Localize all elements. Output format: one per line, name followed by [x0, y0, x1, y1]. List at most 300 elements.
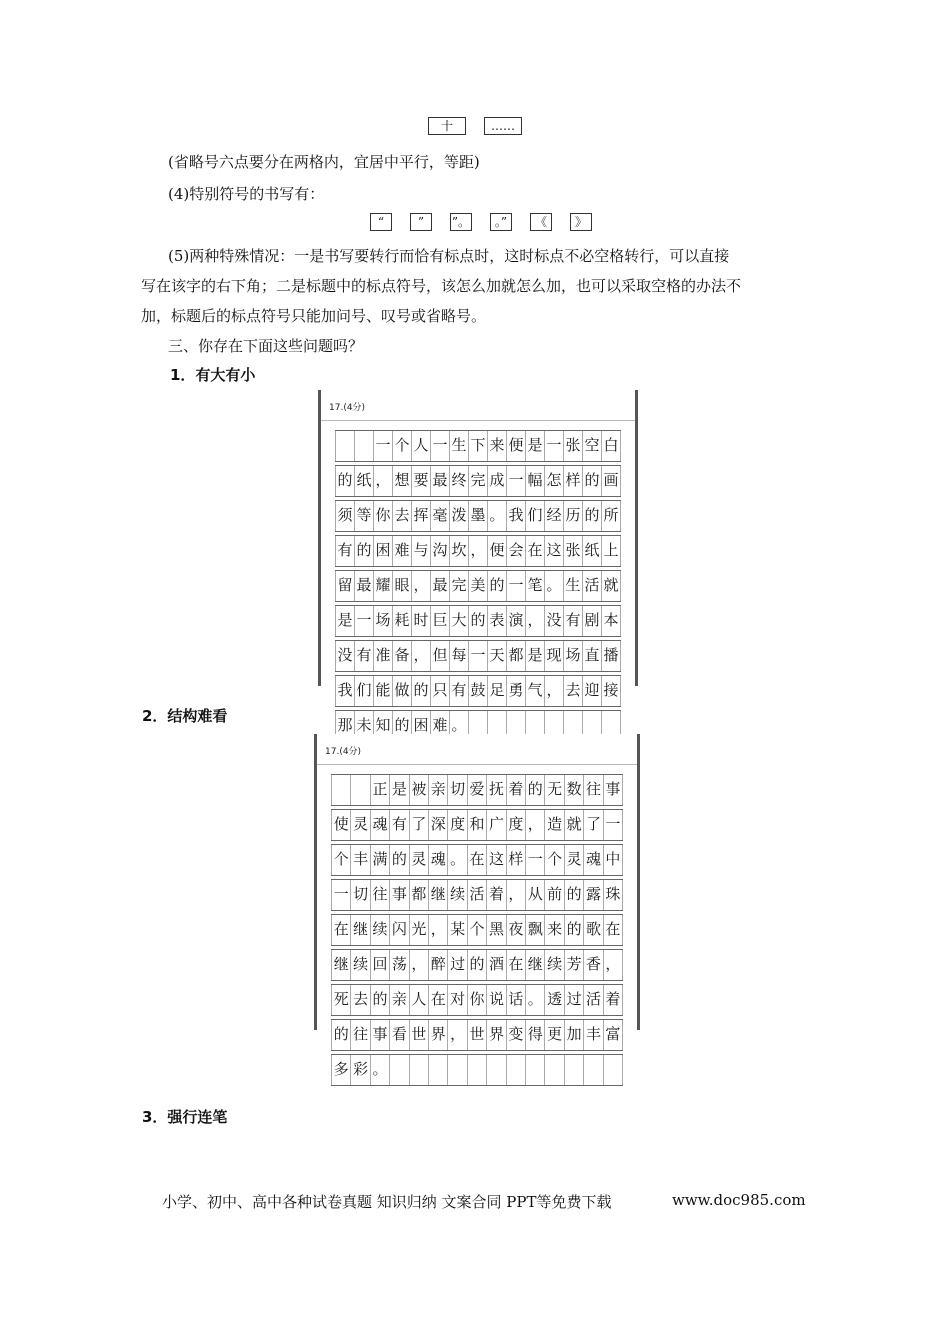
symbol-open-quote: “	[377, 215, 385, 229]
grid-cell: 个	[331, 845, 351, 875]
grid-cell: 个	[393, 431, 412, 461]
grid-cell: 在	[526, 536, 545, 566]
grid-cell: 是	[526, 431, 545, 461]
grid-cell: 们	[355, 676, 374, 706]
ellipsis-box-cross-text: 十	[440, 119, 453, 133]
grid-cell: ，	[469, 536, 488, 566]
grid-cell: 着	[487, 880, 506, 910]
grid-cell: 活	[584, 985, 603, 1015]
grid-cell: 使	[331, 810, 351, 840]
grid-cell: 的	[488, 571, 507, 601]
ellipsis-box-cross	[428, 117, 466, 135]
grid-cell: ，	[429, 915, 448, 945]
grid-cell: 的	[412, 676, 431, 706]
grid-cell: 生	[564, 571, 583, 601]
footer-text: 小学、初中、高中各种试卷真题 知识归纳 文案合同 PPT等免费下载	[162, 1193, 612, 1211]
grid-cell: 困	[374, 536, 393, 566]
grid-cell: 的	[331, 1020, 351, 1050]
grid-row	[335, 675, 621, 707]
grid-row	[335, 465, 621, 497]
grid-cell: 只	[431, 676, 450, 706]
grid-cell: 便	[488, 536, 507, 566]
grid-cell: 更	[545, 1020, 564, 1050]
ellipsis-box-dots	[484, 117, 522, 135]
grid-cell: 未	[355, 711, 374, 741]
grid-cell: 在	[468, 845, 487, 875]
grid-cell: ，	[410, 950, 429, 980]
grid-cell: 某	[448, 915, 467, 945]
grid-cell: 事	[604, 775, 623, 805]
grid-cell: 挥	[412, 501, 431, 531]
grid-cell: 要	[412, 466, 431, 496]
grid-cell: 大	[450, 606, 469, 636]
grid-cell: 个	[545, 845, 564, 875]
symbol-period-quote: 。”	[494, 215, 508, 229]
grid-cell: 我	[335, 676, 355, 706]
grid-cell: 芳	[565, 950, 584, 980]
grid-cell: 等	[355, 501, 374, 531]
grid-cell: 一	[507, 466, 526, 496]
grid-cell: 坎	[450, 536, 469, 566]
grid-cell	[468, 1055, 487, 1085]
grid-cell: 备	[393, 641, 412, 671]
grid-row	[331, 1019, 623, 1051]
grid-cell: 墨	[469, 501, 488, 531]
grid-cell	[390, 1055, 409, 1085]
grid-cell: 笔	[526, 571, 545, 601]
grid-cell: 一	[331, 880, 351, 910]
grid-row	[331, 914, 623, 946]
grid-cell: 终	[450, 466, 469, 496]
grid-cell: 着	[604, 985, 623, 1015]
grid-cell: 事	[390, 880, 409, 910]
grid-cell: 困	[412, 711, 431, 741]
ellipsis-box-dots-text: ……	[491, 119, 515, 133]
grid-cell: 荡	[390, 950, 409, 980]
grid-cell: 和	[468, 810, 487, 840]
symbol-box-open-quote	[370, 213, 392, 231]
grid-cell: 这	[487, 845, 506, 875]
grid-cell	[604, 1055, 623, 1085]
grid-cell: 本	[602, 606, 621, 636]
grid-cell: 那	[335, 711, 355, 741]
grid-cell: 是	[335, 606, 355, 636]
grid-cell: 样	[507, 845, 526, 875]
grid-cell: 过	[565, 985, 584, 1015]
grid-cell: 便	[507, 431, 526, 461]
grid-cell: 造	[545, 810, 564, 840]
grid-cell: 最	[355, 571, 374, 601]
grid-cell: 来	[545, 915, 564, 945]
grid-cell: 回	[371, 950, 390, 980]
grid-cell: 的	[335, 466, 355, 496]
grid-cell: 续	[545, 950, 564, 980]
item-2-title: 2．结构难看	[142, 707, 228, 725]
grid-cell: 无	[545, 775, 564, 805]
grid-cell: 的	[355, 536, 374, 566]
grid-cell: 。	[488, 501, 507, 531]
grid-cell: 人	[410, 985, 429, 1015]
grid-cell: 续	[351, 950, 370, 980]
grid-cell: 能	[374, 676, 393, 706]
grid-cell: 死	[331, 985, 351, 1015]
grid-cell: 多	[331, 1055, 351, 1085]
grid-cell: 在	[507, 950, 526, 980]
grid-cell: 鼓	[469, 676, 488, 706]
grid-cell: 。	[545, 571, 564, 601]
grid-cell: 对	[448, 985, 467, 1015]
grid-cell: 去	[564, 676, 583, 706]
grid-cell: 画	[602, 466, 621, 496]
grid-cell: 的	[565, 915, 584, 945]
paragraph-special-symbols: (4)特别符号的书写有：	[168, 185, 325, 203]
grid-cell: 数	[565, 775, 584, 805]
grid-cell: 续	[371, 915, 390, 945]
grid-row	[331, 1054, 623, 1086]
grid-cell: 。	[526, 985, 545, 1015]
grid-cell: 夜	[507, 915, 526, 945]
grid-cell: 空	[583, 431, 602, 461]
grid-cell: 的	[468, 950, 487, 980]
symbol-close-title: 》	[574, 215, 587, 229]
grid-row	[331, 809, 623, 841]
grid-row	[331, 774, 623, 806]
grid-cell: 天	[488, 641, 507, 671]
grid-cell	[351, 775, 370, 805]
grid-cell: 有	[564, 606, 583, 636]
grid-cell: 完	[469, 466, 488, 496]
grid-cell: 加	[565, 1020, 584, 1050]
grid-cell: 歌	[584, 915, 603, 945]
grid-cell: 的	[393, 711, 412, 741]
grid-cell: 了	[410, 810, 429, 840]
grid-cell: 魂	[371, 810, 390, 840]
grid-cell: 珠	[604, 880, 623, 910]
grid-cell: 黑	[487, 915, 506, 945]
grid-cell: 变	[507, 1020, 526, 1050]
grid-cell: 看	[390, 1020, 409, 1050]
grid-row	[335, 570, 621, 602]
paragraph-5-line-3: 加，标题后的标点符号只能加问号、叹号或省略号。	[141, 307, 487, 325]
grid-cell: 去	[393, 501, 412, 531]
grid-cell	[565, 1055, 584, 1085]
grid-cell: 现	[545, 641, 564, 671]
grid-cell: 都	[507, 641, 526, 671]
grid-cell: 往	[351, 1020, 370, 1050]
grid-cell: 继	[331, 950, 351, 980]
item-1-title: 1．有大有小	[170, 366, 256, 384]
grid-cell: 灵	[565, 845, 584, 875]
grid-cell: 话	[507, 985, 526, 1015]
footer-url[interactable]: www.doc985.com	[672, 1191, 806, 1209]
sheet-2-grid	[331, 774, 623, 1089]
grid-cell: 事	[371, 1020, 390, 1050]
grid-cell: 香	[584, 950, 603, 980]
grid-cell: 场	[374, 606, 393, 636]
grid-cell: 活	[583, 571, 602, 601]
grid-cell: 没	[335, 641, 355, 671]
grid-cell: 过	[448, 950, 467, 980]
grid-cell	[507, 1055, 526, 1085]
grid-cell: 难	[431, 711, 450, 741]
grid-cell: 接	[602, 676, 621, 706]
grid-cell: 露	[584, 880, 603, 910]
grid-cell: 得	[526, 1020, 545, 1050]
grid-row	[335, 500, 621, 532]
grid-cell: 就	[565, 810, 584, 840]
grid-cell: 每	[450, 641, 469, 671]
section-3-title: 三、你存在下面这些问题吗？	[168, 337, 364, 355]
grid-cell: 经	[545, 501, 564, 531]
grid-cell	[584, 1055, 603, 1085]
grid-cell: 。	[448, 845, 467, 875]
grid-cell: 白	[602, 431, 621, 461]
grid-row	[331, 879, 623, 911]
grid-cell: 富	[604, 1020, 623, 1050]
grid-cell: 巨	[431, 606, 450, 636]
grid-cell: 去	[351, 985, 370, 1015]
paragraph-5-line-1: (5)两种特殊情况：一是书写要转行而恰有标点时，这时标点不必空格转行，可以直接	[168, 247, 730, 265]
grid-cell: 勇	[507, 676, 526, 706]
grid-cell: 世	[410, 1020, 429, 1050]
grid-cell: 迎	[583, 676, 602, 706]
grid-cell: 世	[468, 1020, 487, 1050]
grid-cell: 一	[545, 431, 564, 461]
grid-cell: 满	[371, 845, 390, 875]
paragraph-5-line-2: 写在该字的右下角；二是标题中的标点符号，该怎么加就怎么加，也可以采取空格的办法不	[141, 277, 742, 295]
grid-cell: 时	[412, 606, 431, 636]
grid-cell: 泼	[450, 501, 469, 531]
grid-cell: 被	[410, 775, 429, 805]
grid-cell: 眼	[393, 571, 412, 601]
grid-cell: 个	[468, 915, 487, 945]
grid-cell: 有	[355, 641, 374, 671]
grid-cell: 纸	[355, 466, 374, 496]
grid-cell: 的	[469, 606, 488, 636]
grid-row	[331, 949, 623, 981]
grid-row	[335, 430, 621, 462]
grid-cell: 美	[469, 571, 488, 601]
grid-cell: 毫	[431, 501, 450, 531]
grid-cell: 的	[565, 880, 584, 910]
grid-cell: 深	[429, 810, 448, 840]
grid-cell: 酒	[487, 950, 506, 980]
sheet-1-tag: 17.(4分)	[329, 403, 366, 413]
grid-cell: ，	[374, 466, 393, 496]
grid-cell: 下	[469, 431, 488, 461]
grid-cell: 的	[390, 845, 409, 875]
grid-cell: 说	[487, 985, 506, 1015]
symbol-close-quote: ”	[417, 215, 425, 229]
grid-cell: 亲	[390, 985, 409, 1015]
grid-cell: 切	[351, 880, 370, 910]
symbol-box-period-quote	[490, 213, 512, 231]
grid-cell: 在	[429, 985, 448, 1015]
grid-cell: 往	[584, 775, 603, 805]
grid-cell: 足	[488, 676, 507, 706]
grid-cell: 想	[393, 466, 412, 496]
grid-cell: 在	[604, 915, 623, 945]
grid-cell: 界	[487, 1020, 506, 1050]
grid-cell: 历	[564, 501, 583, 531]
grid-cell: 度	[507, 810, 526, 840]
grid-cell: 前	[545, 880, 564, 910]
grid-row	[331, 984, 623, 1016]
grid-cell: 你	[374, 501, 393, 531]
grid-cell	[487, 1055, 506, 1085]
grid-cell: 生	[450, 431, 469, 461]
grid-cell: 难	[393, 536, 412, 566]
grid-cell: 这	[545, 536, 564, 566]
grid-cell: 灵	[351, 810, 370, 840]
grid-cell: ，	[604, 950, 623, 980]
grid-cell	[355, 431, 374, 461]
grid-cell: 是	[390, 775, 409, 805]
grid-cell: 完	[450, 571, 469, 601]
grid-cell: 有	[390, 810, 409, 840]
symbol-open-title: 《	[534, 215, 547, 229]
grid-cell: 魂	[429, 845, 448, 875]
grid-cell: 准	[374, 641, 393, 671]
grid-cell: 一	[507, 571, 526, 601]
grid-cell: 。	[371, 1055, 390, 1085]
grid-cell	[410, 1055, 429, 1085]
grid-cell: 张	[564, 431, 583, 461]
grid-cell: 灵	[410, 845, 429, 875]
grid-cell: 度	[448, 810, 467, 840]
special-symbol-row	[370, 213, 592, 231]
grid-cell: 留	[335, 571, 355, 601]
grid-cell: 最	[431, 466, 450, 496]
grid-cell: 往	[371, 880, 390, 910]
grid-row	[335, 535, 621, 567]
grid-cell: 有	[450, 676, 469, 706]
grid-cell: 抚	[487, 775, 506, 805]
grid-cell: 人	[412, 431, 431, 461]
grid-row	[335, 640, 621, 672]
symbol-quote-period: ”。	[451, 215, 471, 229]
grid-cell: 的	[526, 775, 545, 805]
grid-cell: ，	[448, 1020, 467, 1050]
grid-cell: 彩	[351, 1055, 370, 1085]
symbol-box-close-quote	[410, 213, 432, 231]
grid-cell: 透	[545, 985, 564, 1015]
grid-cell: ，	[526, 606, 545, 636]
grid-cell: 场	[564, 641, 583, 671]
grid-cell: 最	[431, 571, 450, 601]
grid-cell: 。	[450, 711, 469, 741]
grid-cell: 丰	[351, 845, 370, 875]
grid-cell: 有	[335, 536, 355, 566]
grid-cell: 一	[355, 606, 374, 636]
grid-cell: 剧	[583, 606, 602, 636]
grid-cell: 们	[526, 501, 545, 531]
grid-cell: 切	[448, 775, 467, 805]
grid-cell: ，	[412, 571, 431, 601]
item-3-title: 3．强行连笔	[142, 1108, 228, 1126]
sheet-1-grid	[335, 430, 621, 745]
symbol-box-open-title	[530, 213, 552, 231]
grid-cell: 与	[412, 536, 431, 566]
grid-cell: 一	[374, 431, 393, 461]
grid-cell: 继	[351, 915, 370, 945]
grid-cell: 所	[602, 501, 621, 531]
grid-cell: 的	[583, 501, 602, 531]
grid-cell	[335, 431, 355, 461]
ellipsis-example-row	[428, 117, 522, 135]
grid-row	[335, 605, 621, 637]
grid-cell: 广	[487, 810, 506, 840]
grid-cell: 一	[469, 641, 488, 671]
sheet-2-tag: 17.(4分)	[325, 747, 362, 757]
grid-cell: 继	[526, 950, 545, 980]
grid-cell: 在	[331, 915, 351, 945]
grid-cell: 上	[602, 536, 621, 566]
grid-cell: 气	[526, 676, 545, 706]
grid-cell: 播	[602, 641, 621, 671]
grid-cell: 但	[431, 641, 450, 671]
grid-cell: 你	[468, 985, 487, 1015]
grid-cell: 亲	[429, 775, 448, 805]
grid-cell: 做	[393, 676, 412, 706]
grid-cell: 了	[584, 810, 603, 840]
grid-cell: 没	[545, 606, 564, 636]
grid-cell: 怎	[545, 466, 564, 496]
grid-cell: 的	[371, 985, 390, 1015]
symbol-box-close-title	[570, 213, 592, 231]
grid-cell: 张	[564, 536, 583, 566]
grid-cell: 着	[507, 775, 526, 805]
grid-cell: ，	[412, 641, 431, 671]
grid-cell: ，	[507, 880, 526, 910]
grid-cell: 闪	[390, 915, 409, 945]
paragraph-ellipsis: (省略号六点要分在两格内，宜居中平行，等距)	[168, 153, 480, 171]
grid-cell: 沟	[431, 536, 450, 566]
grid-cell: 演	[507, 606, 526, 636]
grid-cell: 活	[468, 880, 487, 910]
grid-cell: 醉	[429, 950, 448, 980]
answer-sheet-1	[318, 390, 638, 734]
grid-cell: 样	[564, 466, 583, 496]
symbol-box-quote-period	[450, 213, 472, 231]
grid-cell	[429, 1055, 448, 1085]
grid-cell: 直	[583, 641, 602, 671]
grid-cell: 爱	[468, 775, 487, 805]
grid-cell: 一	[526, 845, 545, 875]
grid-cell: 丰	[584, 1020, 603, 1050]
grid-cell: 光	[410, 915, 429, 945]
grid-cell: 表	[488, 606, 507, 636]
grid-cell: 魂	[584, 845, 603, 875]
grid-cell: 我	[507, 501, 526, 531]
grid-cell: 耗	[393, 606, 412, 636]
grid-cell: 耀	[374, 571, 393, 601]
grid-row	[331, 844, 623, 876]
grid-cell: 是	[526, 641, 545, 671]
grid-cell: 界	[429, 1020, 448, 1050]
grid-cell: 幅	[526, 466, 545, 496]
grid-cell: 来	[488, 431, 507, 461]
answer-sheet-2	[314, 734, 640, 1078]
grid-cell	[545, 1055, 564, 1085]
grid-cell: 飘	[526, 915, 545, 945]
grid-cell: 须	[335, 501, 355, 531]
grid-cell: ，	[526, 810, 545, 840]
grid-cell: 的	[583, 466, 602, 496]
grid-cell	[448, 1055, 467, 1085]
grid-cell: 一	[604, 810, 623, 840]
grid-cell: 都	[410, 880, 429, 910]
